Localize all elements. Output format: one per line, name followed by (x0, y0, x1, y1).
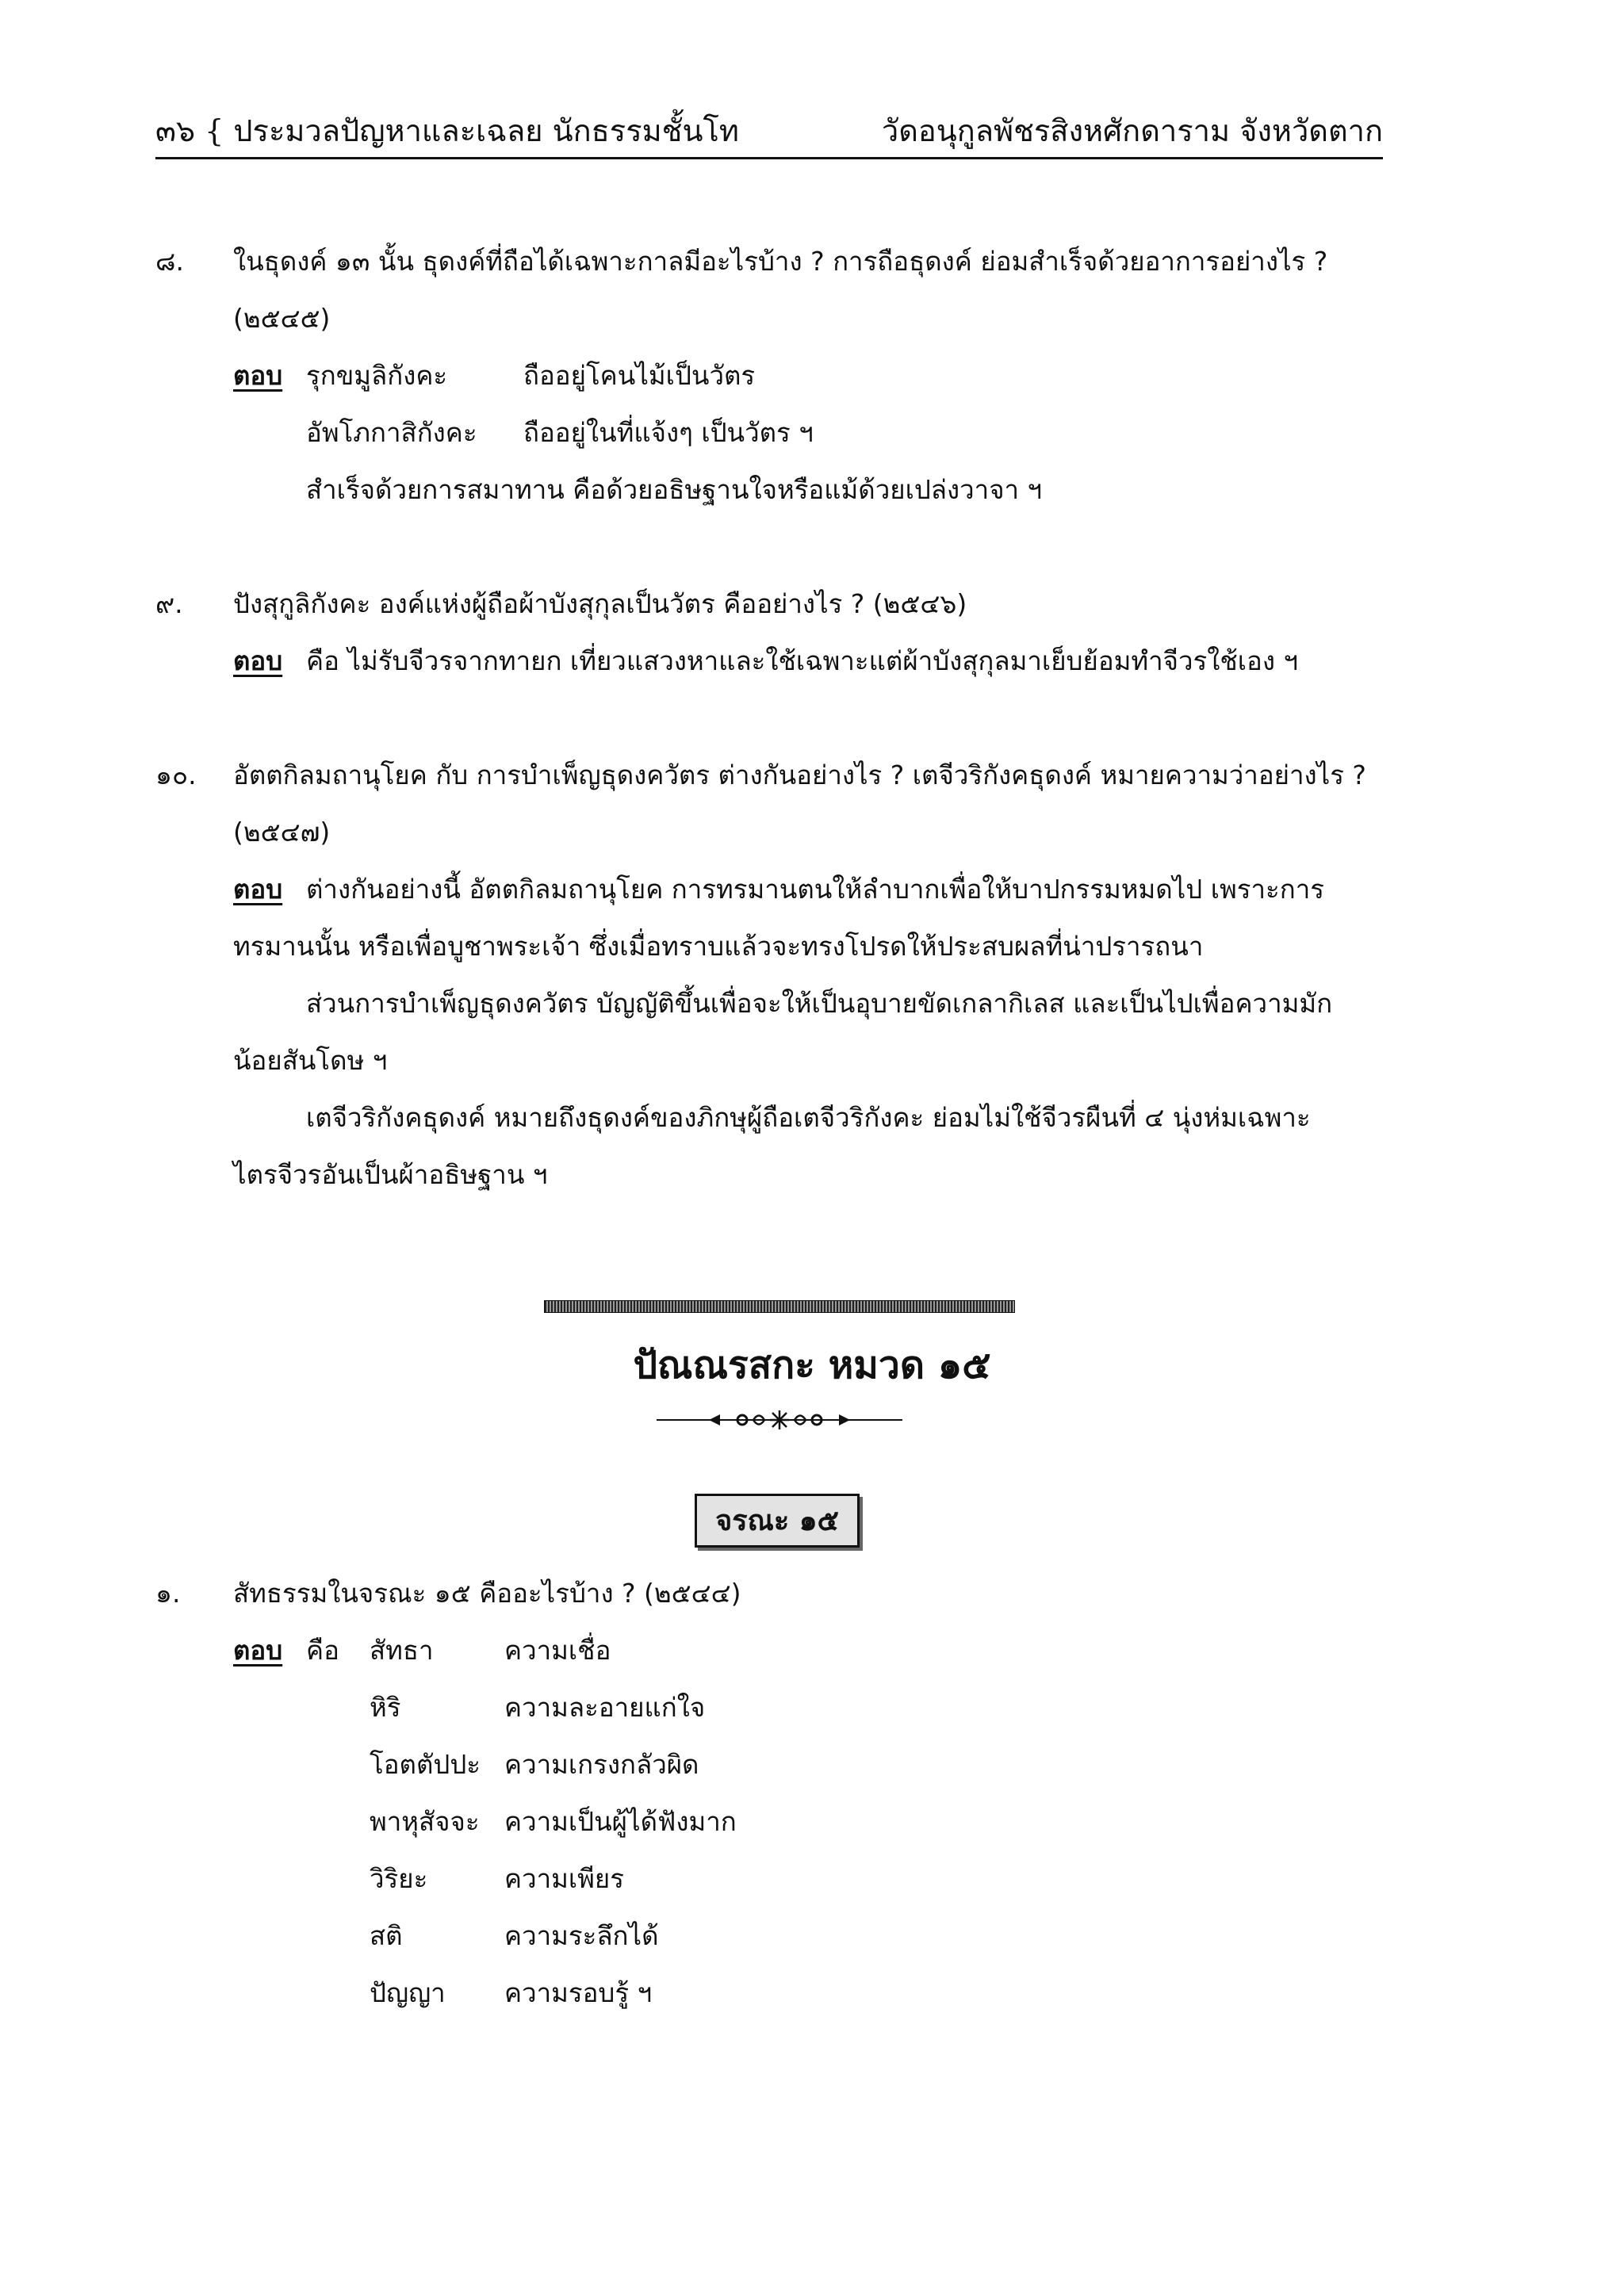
section-box-label: จรณะ ๑๕ (695, 1494, 860, 1548)
q8-answer-desc-1: ถืออยู่โคนไม้เป็นวัตร (523, 360, 756, 391)
s1-item-term: โอตตัปปะ (370, 1749, 481, 1780)
s1-item-term: สติ (370, 1920, 403, 1951)
q8-question: ในธุดงค์ ๑๓ นั้น ธุดงค์ที่ถือได้เฉพาะกาลมีอะไรบ้าง ? การถือธุดงค์ ย่อมสำเร็จด้วยอาการอย่างไร ? (233, 246, 1328, 277)
q8-year: (๒๕๔๕) (233, 303, 331, 334)
q9-question: ปังสุกูลิกังคะ องค์แห่งผู้ถือผ้าบังสุกุลเป็นวัตร คืออย่างไร ? (๒๕๔๖) (233, 588, 967, 619)
q9-number: ๙. (155, 588, 183, 619)
s1-item-desc: ความละอายแก่ใจ (504, 1692, 706, 1723)
q8-answer-label: ตอบ (233, 360, 283, 391)
q8-answer-desc-2: ถืออยู่ในที่แจ้งๆ เป็นวัตร ฯ (523, 417, 814, 448)
q10-number: ๑๐. (155, 760, 197, 790)
header-left: ๓๖ { ประมวลปัญหาและเฉลย นักธรรมชั้นโท (155, 113, 739, 148)
q10-question: อัตตกิลมถานุโยค กับ การบำเพ็ญธุดงควัตร ต่างกันอย่างไร ? เตจีวริกังคธุดงค์ หมายความว่าอย่างไร ? (233, 760, 1366, 790)
q10-answer-line-3: ส่วนการบำเพ็ญธุดงควัตร บัญญัติขึ้นเพื่อจะให้เป็นอุบายขัดเกลากิเลส และเป็นไปเพื่อความมัก (306, 988, 1333, 1019)
s1-item-term: หิริ (370, 1692, 401, 1723)
header-rule (155, 157, 1383, 159)
s1-item-desc: ความเชื่อ (504, 1635, 611, 1666)
q8-number: ๘. (155, 246, 184, 277)
s1-item-desc: ความเพียร (504, 1863, 624, 1894)
q10-answer-line-1: ต่างกันอย่างนี้ อัตตกิลมถานุโยค การทรมานตนให้ลำบากเพื่อให้บาปกรรมหมดไป เพราะการ (306, 874, 1324, 905)
section-title: ปัณณรสกะ หมวด ๑๕ (633, 1343, 991, 1387)
s1-item-desc: ความระลึกได้ (504, 1920, 659, 1951)
s1-answer-label: ตอบ (233, 1635, 283, 1666)
s1-item-term: ปัญญา (370, 1977, 446, 2008)
q10-answer-line-6: ไตรจีวรอันเป็นผ้าอธิษฐาน ฯ (233, 1159, 548, 1190)
q10-answer-line-4: น้อยสันโดษ ฯ (233, 1045, 388, 1076)
s1-item-desc: ความเกรงกลัวผิด (504, 1749, 699, 1780)
q10-answer-label: ตอบ (233, 874, 283, 905)
q10-year: (๒๕๔๗) (233, 817, 331, 848)
q8-answer-line-3: สำเร็จด้วยการสมาทาน คือด้วยอธิษฐานใจหรือแม้ด้วยเปล่งวาจา ฯ (306, 474, 1043, 505)
ornament-divider (653, 1406, 906, 1433)
section-divider-bar (544, 1300, 1015, 1313)
s1-question: สัทธรรมในจรณะ ๑๕ คืออะไรบ้าง ? (๒๕๔๔) (233, 1578, 741, 1609)
q10-answer-line-2: ทรมานนั้น หรือเพื่อบูชาพระเจ้า ซึ่งเมื่อทราบแล้วจะทรงโปรดให้ประสบผลที่น่าปรารถนา (233, 931, 1204, 962)
s1-item-term: วิริยะ (370, 1863, 428, 1894)
s1-number: ๑. (155, 1578, 181, 1609)
q9-answer-label: ตอบ (233, 645, 283, 676)
q9-answer: คือ ไม่รับจีวรจากทายก เที่ยวแสวงหาและใช้เฉพาะแต่ผ้าบังสุกุลมาเย็บย้อมทำจีวรใช้เอง ฯ (306, 645, 1299, 676)
header-right: วัดอนุกูลพัชรสิงหศักดาราม จังหวัดตาก (881, 113, 1383, 148)
s1-item-term: พาหุสัจจะ (370, 1806, 480, 1837)
q8-answer-term-1: รุกขมูลิกังคะ (306, 360, 448, 391)
s1-answer-prefix: คือ (306, 1635, 339, 1666)
q8-answer-term-2: อัพโภกาสิกังคะ (306, 417, 477, 448)
s1-item-desc: ความเป็นผู้ได้ฟังมาก (504, 1806, 737, 1837)
s1-item-term: สัทธา (370, 1635, 434, 1666)
q10-answer-line-5: เตจีวริกังคธุดงค์ หมายถึงธุดงค์ของภิกษุผู้ถือเตจีวริกังคะ ย่อมไม่ใช้จีวรผืนที่ ๔ นุ่งห่มเฉพาะ (306, 1102, 1311, 1133)
s1-item-desc: ความรอบรู้ ฯ (504, 1977, 653, 2008)
